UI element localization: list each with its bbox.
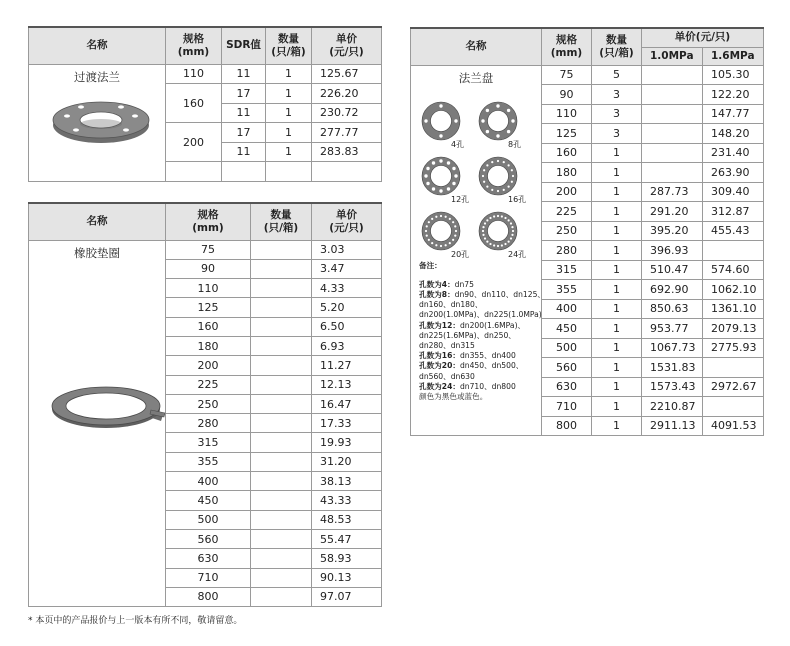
header-name: 名称 (411, 28, 542, 65)
header-qty: 数量 (只/箱) (592, 28, 642, 65)
price-cell: 4.33 (312, 279, 382, 298)
spec-cell: 500 (166, 510, 251, 529)
price-cell: 12.13 (312, 375, 382, 394)
qty-cell: 1 (592, 358, 642, 378)
price-cell: 19.93 (312, 433, 382, 452)
notes-label: 孔数为24： (419, 381, 460, 391)
notes-text: dn90、dn110、dn125、dn160、dn180、dn200(1.0MPa)、dn225(1.0MPa) (419, 289, 546, 320)
spec-cell: 90 (542, 85, 592, 105)
qty-cell-empty (266, 162, 312, 182)
price-1-0mpa-cell (642, 85, 703, 105)
transition-flange-image (51, 95, 151, 145)
qty-cell (251, 356, 312, 375)
qty-cell: 1 (266, 84, 312, 104)
product-cell (411, 65, 546, 436)
price-cell: 6.93 (312, 336, 382, 355)
sdr-cell: 11 (222, 64, 266, 84)
qty-cell (251, 375, 312, 394)
qty-cell (251, 472, 312, 491)
qty-cell (251, 433, 312, 452)
product-cell (29, 64, 166, 181)
spec-cell: 355 (166, 452, 251, 471)
disc-label: 12孔 (451, 194, 470, 204)
price-cell: 90.13 (312, 568, 382, 587)
qty-cell (251, 549, 312, 568)
notes-title: 备注： (419, 260, 442, 270)
qty-cell: 1 (592, 416, 642, 436)
spec-cell: 710 (542, 397, 592, 417)
price-1-6mpa-cell: 312.87 (703, 202, 764, 222)
price-1-6mpa-cell: 231.40 (703, 143, 764, 163)
qty-cell (251, 568, 312, 587)
price-1-0mpa-cell: 396.93 (642, 241, 703, 261)
header-spec: 规格 (mm) (542, 28, 592, 65)
spec-cell: 315 (166, 433, 251, 452)
qty-cell (251, 529, 312, 548)
price-1-6mpa-cell (703, 241, 764, 261)
table-row (411, 65, 764, 85)
spec-cell: 90 (166, 259, 251, 278)
price-1-6mpa-cell: 148.20 (703, 124, 764, 144)
qty-cell (251, 394, 312, 413)
price-1-0mpa-cell (642, 163, 703, 183)
sdr-cell: 11 (222, 103, 266, 123)
spec-cell: 110 (542, 104, 592, 124)
price-cell: 48.53 (312, 510, 382, 529)
product-cell (29, 240, 166, 607)
qty-cell (251, 279, 312, 298)
disc-label: 24孔 (508, 249, 527, 259)
spec-cell: 200 (166, 123, 222, 162)
disc-label: 16孔 (508, 194, 527, 204)
spec-cell: 450 (542, 319, 592, 339)
price-1-0mpa-cell: 2210.87 (642, 397, 703, 417)
spec-cell: 630 (166, 549, 251, 568)
qty-cell: 1 (592, 182, 642, 202)
price-cell: 43.33 (312, 491, 382, 510)
notes-text: dn450、dn500、dn560、dn630 (419, 361, 524, 381)
flange-disc-20-holes-image (421, 211, 461, 254)
spec-cell: 315 (542, 260, 592, 280)
price-1-0mpa-cell: 291.20 (642, 202, 703, 222)
spec-cell: 500 (542, 338, 592, 358)
qty-cell: 1 (592, 241, 642, 261)
price-1-6mpa-cell: 2972.67 (703, 377, 764, 397)
notes-label: 孔数为20： (419, 361, 460, 371)
header-qty: 数量 (只/箱) (251, 203, 312, 240)
price-1-6mpa-cell (703, 358, 764, 378)
price-cell: 97.07 (312, 587, 382, 606)
notes-text: dn200(1.6MPa)、dn225(1.6MPa)、dn250、dn280、dn315 (419, 320, 526, 350)
qty-cell: 1 (592, 338, 642, 358)
product-name: 法兰盘 (458, 70, 494, 85)
qty-cell (251, 259, 312, 278)
qty-cell: 1 (592, 202, 642, 222)
spec-cell: 250 (542, 221, 592, 241)
price-1-0mpa-cell: 287.73 (642, 182, 703, 202)
header-qty: 数量 (只/箱) (266, 27, 312, 64)
price-1-6mpa-cell: 4091.53 (703, 416, 764, 436)
price-1-6mpa-cell: 2079.13 (703, 319, 764, 339)
qty-cell (251, 452, 312, 471)
spec-cell: 450 (166, 491, 251, 510)
header-price: 单价 (元/只) (312, 27, 382, 64)
qty-cell: 1 (592, 143, 642, 163)
qty-cell: 1 (592, 280, 642, 300)
qty-cell (251, 240, 312, 259)
spec-cell: 125 (166, 298, 251, 317)
spec-cell: 225 (166, 375, 251, 394)
header-spec: 规格 (mm) (166, 203, 251, 240)
disc-label: 20孔 (451, 249, 470, 259)
flange-disc-8-holes-image (478, 101, 518, 144)
price-cell: 31.20 (312, 452, 382, 471)
spec-cell: 250 (166, 394, 251, 413)
table-row (29, 240, 382, 259)
qty-cell: 1 (266, 64, 312, 84)
price-1-0mpa-cell (642, 124, 703, 144)
price-cell: 3.03 (312, 240, 382, 259)
sdr-cell: 17 (222, 84, 266, 104)
qty-cell: 1 (592, 319, 642, 339)
header-price: 单价(元/只) (642, 28, 764, 47)
sdr-cell: 17 (222, 123, 266, 143)
price-1-0mpa-cell (642, 143, 703, 163)
price-cell: 17.33 (312, 414, 382, 433)
price-1-0mpa-cell: 953.77 (642, 319, 703, 339)
header-name: 名称 (29, 203, 166, 240)
price-cell: 6.50 (312, 317, 382, 336)
spec-cell: 280 (542, 241, 592, 261)
notes-label: 孔数为16： (419, 351, 460, 361)
qty-cell (251, 587, 312, 606)
qty-cell: 1 (592, 221, 642, 241)
price-1-0mpa-cell: 395.20 (642, 221, 703, 241)
spec-cell: 160 (542, 143, 592, 163)
notes-line (419, 351, 545, 361)
qty-cell: 1 (266, 142, 312, 162)
spec-cell: 800 (166, 587, 251, 606)
spec-cell: 160 (166, 84, 222, 123)
notes-text: dn710、dn800 (459, 381, 516, 391)
price-cell: 11.27 (312, 356, 382, 375)
notes-text: 颜色为黑色或蓝色。 (419, 391, 488, 401)
price-cell: 55.47 (312, 529, 382, 548)
notes-line (419, 280, 545, 290)
notes-line (419, 290, 545, 321)
header-sdr: SDR值 (222, 27, 266, 64)
spec-cell: 400 (166, 472, 251, 491)
spec-cell: 800 (542, 416, 592, 436)
price-1-6mpa-cell: 2775.93 (703, 338, 764, 358)
rubber-gasket-image (51, 381, 171, 431)
flange-disc-4-holes-image (421, 101, 461, 144)
qty-cell: 1 (592, 377, 642, 397)
notes-text: dn355、dn400 (459, 351, 516, 361)
qty-cell (251, 510, 312, 529)
notes-line (419, 392, 545, 402)
price-cell: 3.47 (312, 259, 382, 278)
price-cell: 230.72 (312, 103, 382, 123)
price-1-6mpa-cell: 1361.10 (703, 299, 764, 319)
qty-cell: 3 (592, 85, 642, 105)
sdr-cell-empty (222, 162, 266, 182)
qty-cell (251, 491, 312, 510)
price-1-6mpa-cell: 122.20 (703, 85, 764, 105)
flange-disc-16-holes-image (478, 156, 518, 199)
spec-cell: 75 (542, 65, 592, 85)
notes-line (419, 321, 545, 352)
notes-text: dn75 (454, 279, 474, 289)
flange-plate-table (410, 27, 764, 436)
spec-cell: 180 (166, 336, 251, 355)
footnote: * 本页中的产品报价与上一版本有所不同，敬请留意。 (28, 616, 243, 626)
sdr-cell: 11 (222, 142, 266, 162)
price-1-6mpa-cell: 105.30 (703, 65, 764, 85)
qty-cell (251, 336, 312, 355)
spec-cell: 630 (542, 377, 592, 397)
qty-cell: 1 (592, 163, 642, 183)
spec-cell: 110 (166, 279, 251, 298)
price-1-0mpa-cell: 1573.43 (642, 377, 703, 397)
flange-disc-24-holes-image (478, 211, 518, 254)
flange-disc-12-holes-image (421, 156, 461, 199)
product-name: 橡胶垫圈 (74, 245, 120, 260)
price-1-6mpa-cell: 455.43 (703, 221, 764, 241)
qty-cell: 1 (592, 260, 642, 280)
price-1-6mpa-cell: 574.60 (703, 260, 764, 280)
notes (419, 261, 545, 403)
disc-label: 8孔 (508, 139, 522, 149)
price-1-0mpa-cell: 2911.13 (642, 416, 703, 436)
spec-cell: 200 (166, 356, 251, 375)
price-cell: 283.83 (312, 142, 382, 162)
qty-cell (251, 317, 312, 336)
price-1-0mpa-cell: 692.90 (642, 280, 703, 300)
notes-label: 孔数为12： (419, 320, 460, 330)
price-cell: 38.13 (312, 472, 382, 491)
price-cell: 16.47 (312, 394, 382, 413)
spec-cell: 160 (166, 317, 251, 336)
header-spec: 规格 (mm) (166, 27, 222, 64)
transition-flange-table (28, 26, 382, 182)
spec-cell-empty (166, 162, 222, 182)
spec-cell: 180 (542, 163, 592, 183)
qty-cell (251, 298, 312, 317)
price-1-0mpa-cell: 510.47 (642, 260, 703, 280)
price-cell: 58.93 (312, 549, 382, 568)
qty-cell: 1 (266, 123, 312, 143)
disc-label: 4孔 (451, 139, 465, 149)
price-cell: 277.77 (312, 123, 382, 143)
spec-cell: 560 (542, 358, 592, 378)
price-1-0mpa-cell (642, 104, 703, 124)
price-1-6mpa-cell: 263.90 (703, 163, 764, 183)
price-1-6mpa-cell: 309.40 (703, 182, 764, 202)
spec-cell: 400 (542, 299, 592, 319)
spec-cell: 200 (542, 182, 592, 202)
spec-cell: 225 (542, 202, 592, 222)
price-1-0mpa-cell (642, 65, 703, 85)
qty-cell: 3 (592, 104, 642, 124)
spec-cell: 560 (166, 529, 251, 548)
price-1-0mpa-cell: 850.63 (642, 299, 703, 319)
price-1-6mpa-cell (703, 397, 764, 417)
qty-cell (251, 414, 312, 433)
header-1-6mpa: 1.6MPa (703, 47, 764, 65)
notes-line (419, 361, 545, 381)
notes-line (419, 382, 545, 392)
price-1-0mpa-cell: 1067.73 (642, 338, 703, 358)
price-cell: 125.67 (312, 64, 382, 84)
spec-cell: 110 (166, 64, 222, 84)
header-name: 名称 (29, 27, 166, 64)
spec-cell: 125 (542, 124, 592, 144)
notes-label: 孔数为4： (419, 279, 455, 289)
price-1-6mpa-cell: 1062.10 (703, 280, 764, 300)
rubber-gasket-table (28, 202, 382, 607)
qty-cell: 1 (266, 103, 312, 123)
qty-cell: 3 (592, 124, 642, 144)
spec-cell: 710 (166, 568, 251, 587)
price-1-0mpa-cell: 1531.83 (642, 358, 703, 378)
notes-label: 孔数为8： (419, 289, 455, 299)
product-name: 过渡法兰 (74, 69, 120, 84)
price-cell-empty (312, 162, 382, 182)
spec-cell: 75 (166, 240, 251, 259)
qty-cell: 1 (592, 299, 642, 319)
spec-cell: 355 (542, 280, 592, 300)
header-price: 单价 (元/只) (312, 203, 382, 240)
qty-cell: 1 (592, 397, 642, 417)
price-cell: 226.20 (312, 84, 382, 104)
header-1-0mpa: 1.0MPa (642, 47, 703, 65)
price-1-6mpa-cell: 147.77 (703, 104, 764, 124)
spec-cell: 280 (166, 414, 251, 433)
qty-cell: 5 (592, 65, 642, 85)
price-cell: 5.20 (312, 298, 382, 317)
